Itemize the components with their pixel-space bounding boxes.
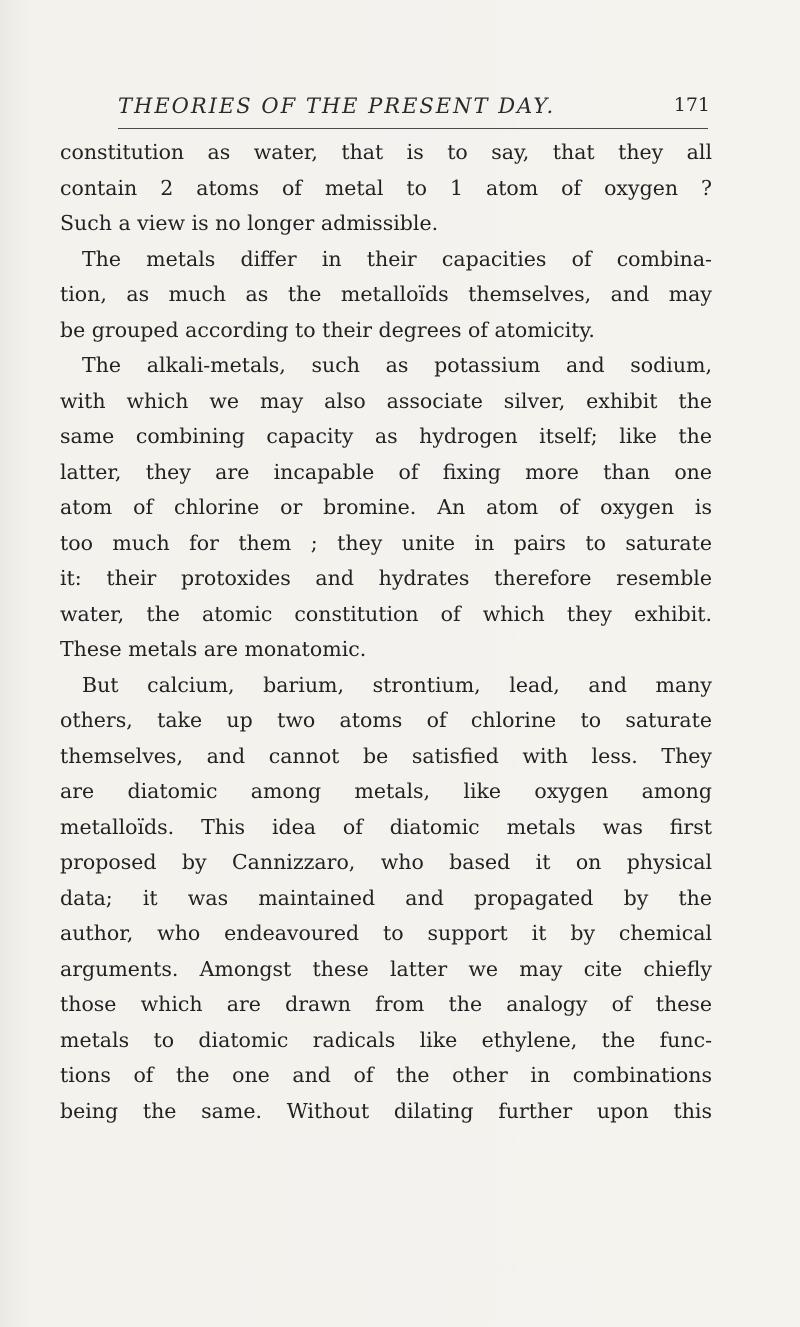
body-text <box>60 135 712 1129</box>
page-number: 171 <box>673 94 710 116</box>
text-line: data; it was maintained and propagated by the <box>60 885 712 910</box>
text-line: tion, as much as the metalloïds themselves, and may <box>60 282 712 306</box>
text-line: proposed by Cannizzaro, who based it on physical <box>60 850 712 874</box>
page-header <box>110 94 710 124</box>
text-line: are diatomic among metals, like oxygen among <box>60 779 712 803</box>
text-line: same combining capacity as hydrogen itself; like the <box>60 424 712 448</box>
text-line: These metals are monatomic. <box>60 637 367 661</box>
text-line: too much for them ; they unite in pairs to saturate <box>60 530 712 555</box>
text-line: The metals differ in their capacities of combina- <box>82 246 712 271</box>
text-line: constitution as water, that is to say, that they all <box>60 140 712 164</box>
text-line: metals to diatomic radicals like ethylene, the func- <box>60 1027 712 1052</box>
text-line: author, who endeavoured to support it by chemical <box>60 921 712 945</box>
text-line: being the same. Without dilating further upon this <box>60 1098 712 1123</box>
text-line: latter, they are incapable of fixing more than one <box>60 459 712 484</box>
text-line: it: their protoxides and hydrates therefore resemble <box>60 566 712 590</box>
text-line: But calcium, barium, strontium, lead, and many <box>82 672 712 697</box>
text-line: be grouped according to their degrees of atomicity. <box>60 317 595 342</box>
text-line: atom of chlorine or bromine. An atom of oxygen is <box>60 495 712 519</box>
text-line: arguments. Amongst these latter we may cite chiefly <box>60 956 712 981</box>
text-line: tions of the one and of the other in combinations <box>60 1063 712 1087</box>
running-title: THEORIES OF THE PRESENT DAY. <box>118 94 556 118</box>
text-line: metalloïds. This idea of diatomic metals was first <box>60 814 712 839</box>
header-rule <box>118 128 708 129</box>
text-line: with which we may also associate silver, exhibit the <box>60 388 712 413</box>
text-line: others, take up two atoms of chlorine to saturate <box>60 708 712 732</box>
text-line: contain 2 atoms of metal to 1 atom of oxygen ? <box>60 175 712 200</box>
text-line: themselves, and cannot be satisfied with less. They <box>60 743 712 768</box>
text-line: those which are drawn from the analogy of these <box>60 992 712 1016</box>
text-line: The alkali-metals, such as potassium and sodium, <box>82 353 712 377</box>
text-line: Such a view is no longer admissible. <box>60 211 439 235</box>
text-line: water, the atomic constitution of which they exhibit. <box>60 601 712 626</box>
